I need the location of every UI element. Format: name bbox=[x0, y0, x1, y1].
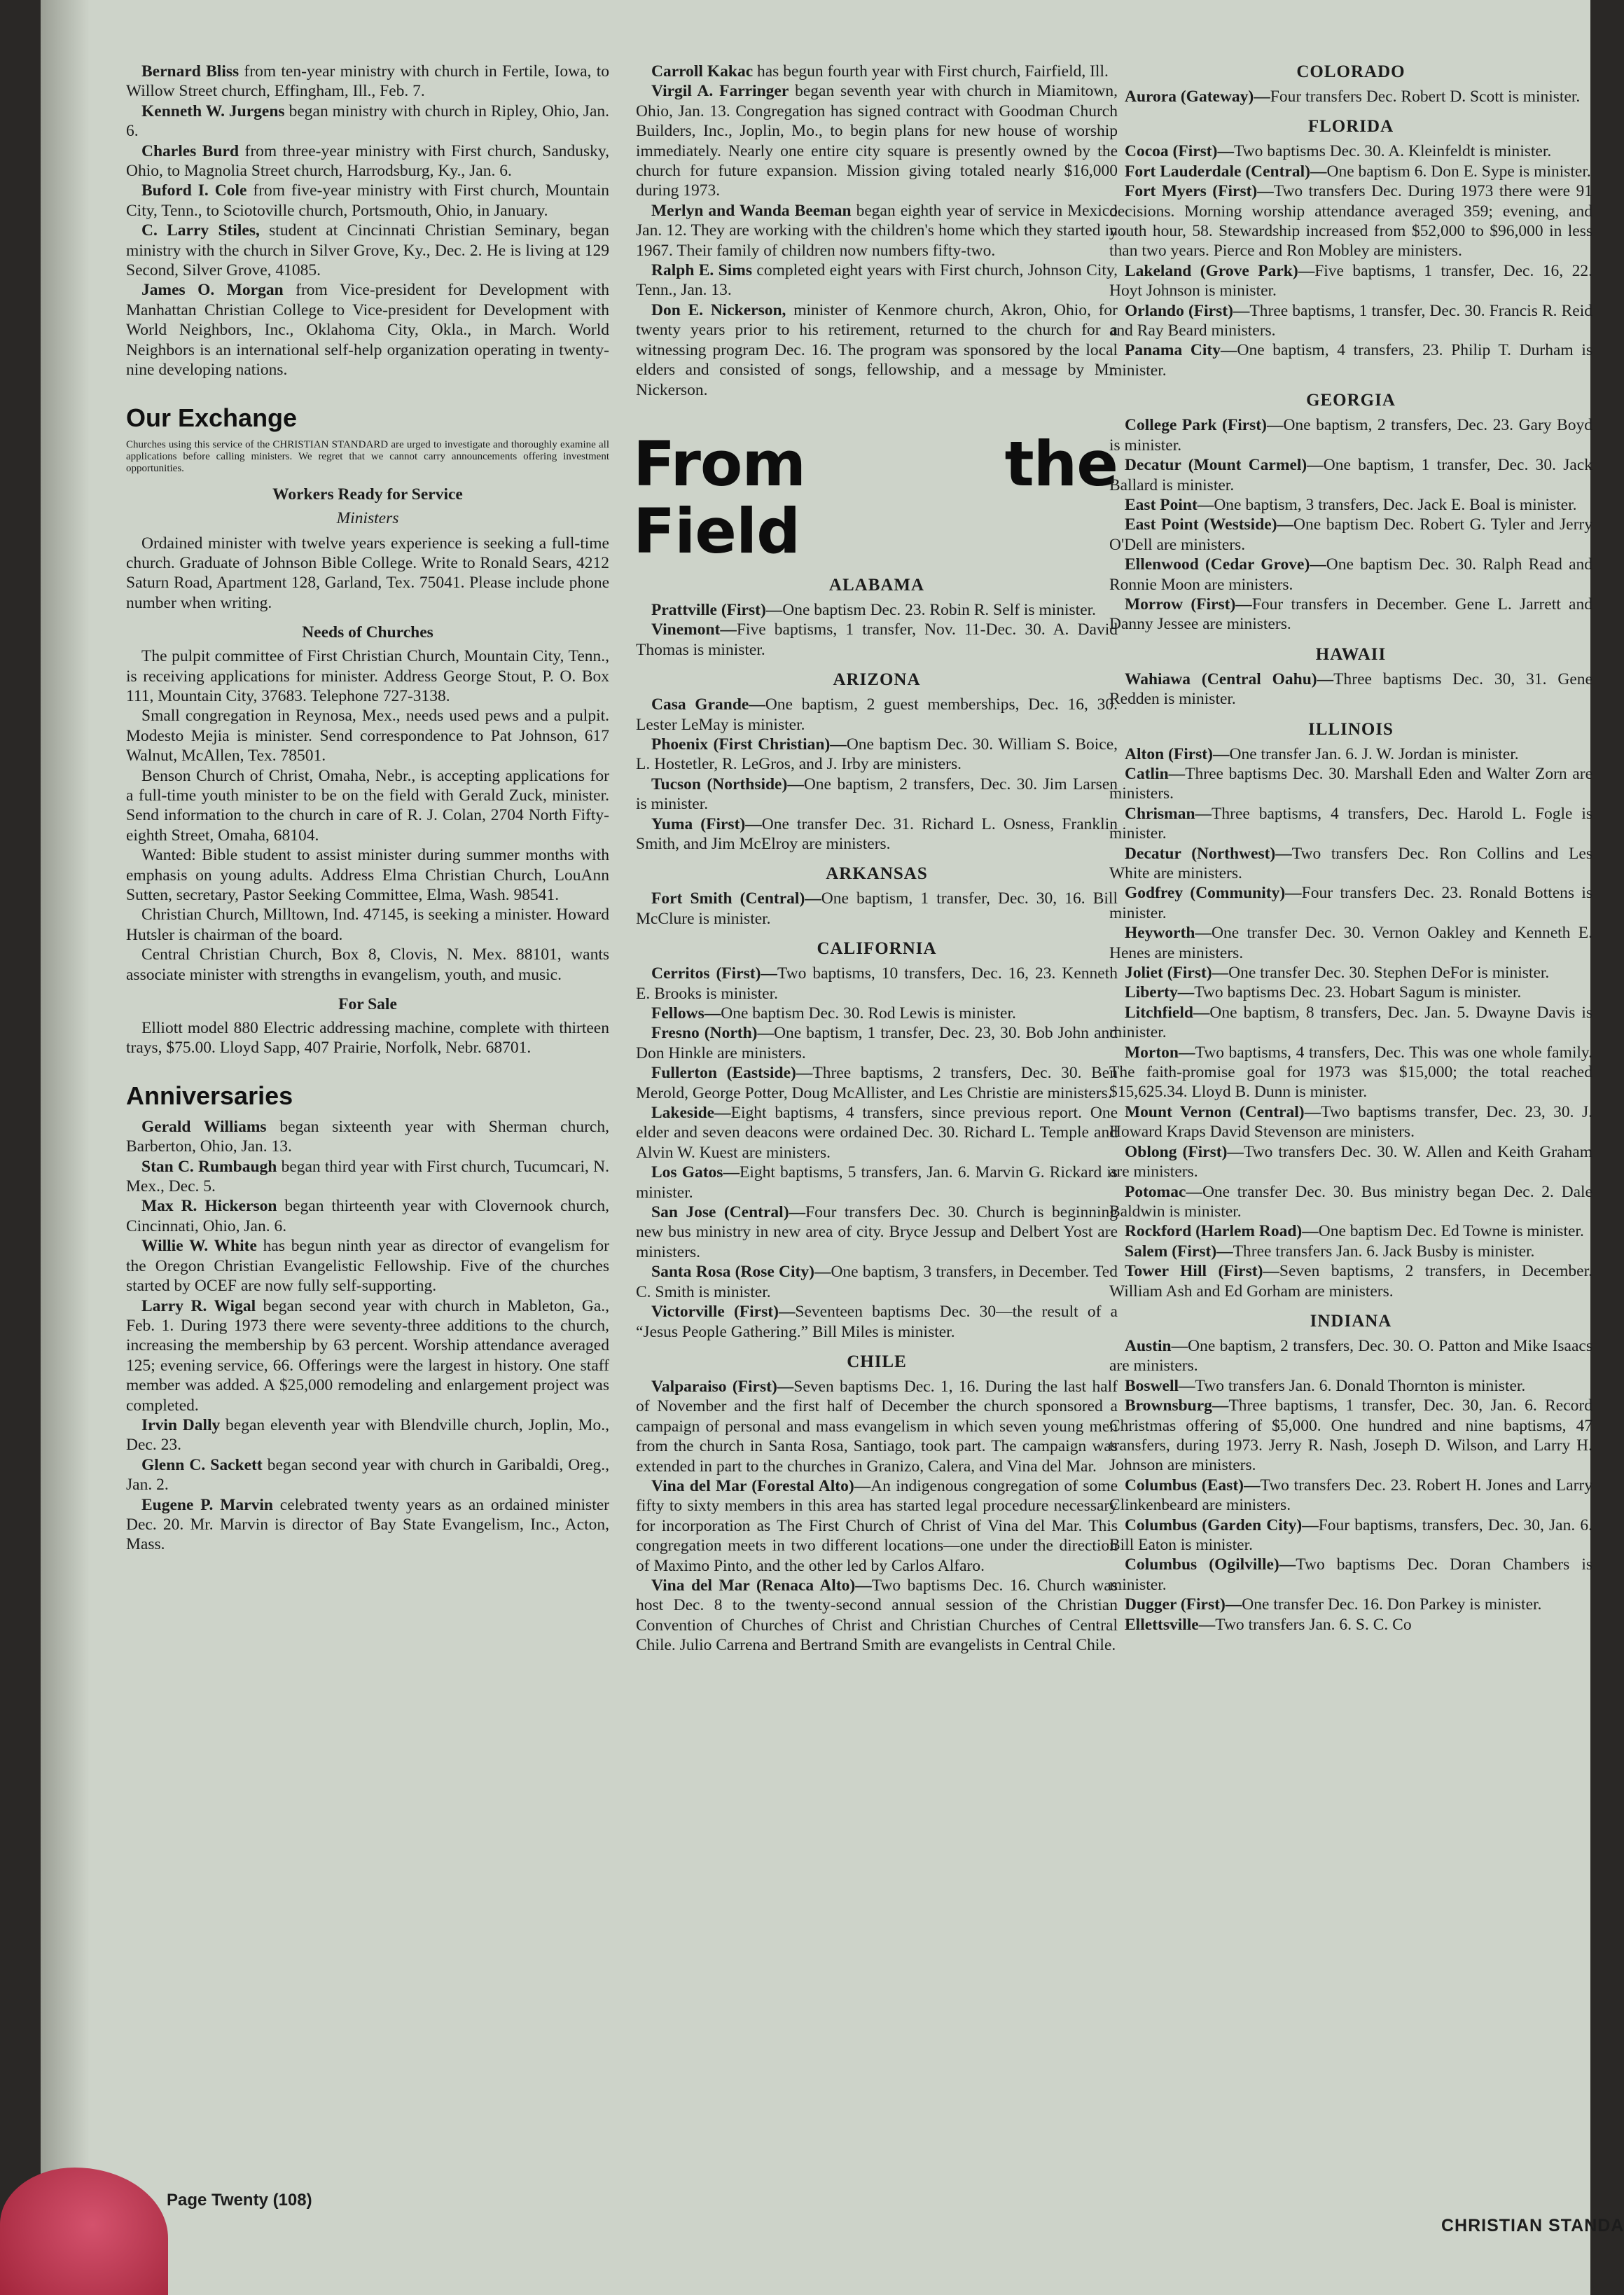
entry-text: Four transfers Dec. 30. Church is beginning new bus ministry in new area of city. Bryce Jessup and Delbert Yost are ministers. bbox=[636, 1203, 1118, 1261]
entry bbox=[126, 181, 609, 221]
entry-text: began third year with First church, Tucumcari, N. Mex., Dec. 5. bbox=[126, 1157, 610, 1196]
entry-lead: Oblong (First)— bbox=[1125, 1142, 1244, 1161]
running-title: CHRISTIAN STANDA bbox=[1441, 2216, 1624, 2235]
entry-text: One baptism, 2 guest memberships, Dec. 16, 30. Lester LeMay is minister. bbox=[636, 695, 1118, 734]
entry-lead: Irvin Dally bbox=[141, 1415, 221, 1434]
entry bbox=[636, 1377, 1118, 1476]
entry-text: One baptism 6. Don E. Sype is minister. bbox=[1326, 162, 1591, 181]
entry-text: Two baptisms, 10 transfers, Dec. 16, 23. Kenneth E. Brooks is minister. bbox=[636, 964, 1118, 1003]
state-heading: HAWAII bbox=[1315, 644, 1387, 664]
entry-text: Seven baptisms, 2 transfers, in December. William Ash and Ed Gorham are ministers. bbox=[1109, 1262, 1592, 1301]
entry bbox=[636, 81, 1118, 200]
entry-text: began seventh year with church in Miamitown, Ohio, Jan. 13. Congregation has signed contract with Goodman Church Builders, Inc., Joplin, Mo., to begin plans for new house of worship immediately. Nearly one entire city square is presently owned by the church for future expansion. Mission giving totaled nearly $16,000 during 1973. bbox=[636, 82, 1118, 200]
state-heading: ILLINOIS bbox=[1308, 719, 1394, 739]
entry bbox=[1109, 162, 1592, 181]
heading-for-sale: For Sale bbox=[338, 995, 397, 1014]
entry-text: One transfer Dec. 30. Vernon Oakley and Kenneth E. Henes are ministers. bbox=[1109, 924, 1592, 962]
entry bbox=[126, 102, 609, 141]
entry bbox=[1109, 744, 1592, 764]
entry-text: One transfer Dec. 30. Bus ministry began Dec. 2. Dale Baldwin is minister. bbox=[1109, 1182, 1592, 1221]
entry-text: began thirteenth year with Clovernook church, Cincinnati, Ohio, Jan. 6. bbox=[126, 1197, 609, 1235]
entry: Central Christian Church, Box 8, Clovis, N. Mex. 88101, wants associate minister with strengths in evangelism, youth, and music. bbox=[126, 945, 609, 984]
heading-needs: Needs of Churches bbox=[302, 623, 433, 642]
entry bbox=[126, 1296, 609, 1415]
entry-lead: Ellenwood (Cedar Grove)— bbox=[1125, 555, 1326, 574]
entry bbox=[1109, 141, 1592, 161]
entry-text: began ministry with church in Ripley, Ohio, Jan. 6. bbox=[126, 102, 609, 141]
entry-lead: Stan C. Rumbaugh bbox=[141, 1157, 277, 1176]
entry-text: minister of Kenmore church, Akron, Ohio, for twenty years prior to his retirement, returned to the church for a witnessing program Dec. 16. The program was sponsored by the local elders and consisted of songs, fellowship, and a message by Mr. Nickerson. bbox=[636, 300, 1118, 399]
entry bbox=[1109, 515, 1592, 555]
entry bbox=[126, 1455, 609, 1495]
entry bbox=[636, 1023, 1118, 1063]
entry-text: Eight baptisms, 4 transfers, since previous report. One elder and seven deacons were ordained Dec. 30. Richard L. Temple and Alvin W. Kuest are ministers. bbox=[636, 1104, 1118, 1162]
entry-lead: Aurora (Gateway)— bbox=[1125, 88, 1270, 106]
entry bbox=[1109, 764, 1592, 804]
entry bbox=[1109, 1516, 1592, 1555]
entry bbox=[1109, 595, 1592, 635]
entry-text: from Vice-president for Development with Manhattan Christian College to Vice-president for Development with World Neighbors, Inc., Oklahoma City, Okla., in March. World Neighbors is an international self-help organization operating in twenty-nine developing nations. bbox=[126, 281, 609, 380]
entry bbox=[636, 600, 1118, 620]
entry-lead: Columbus (East)— bbox=[1125, 1476, 1261, 1495]
entry-lead: Max R. Hickerson bbox=[141, 1197, 277, 1216]
entry-text: from ten-year ministry with church in Fertile, Iowa, to Willow Street church, Effingham, Ill., Feb. 7. bbox=[126, 62, 609, 101]
entry bbox=[126, 62, 609, 102]
entry-text: completed eight years with First church, Johnson City, Tenn., Jan. 13. bbox=[636, 261, 1118, 300]
entry bbox=[1109, 1376, 1592, 1396]
entry: Wanted: Bible student to assist minister during summer months with emphasis on young adults. Address Elma Christian Church, LouAnn Sutten, secretary, Pastor Seeking Committee, Elma, Wash. 98541. bbox=[126, 846, 609, 904]
entry-text: Seven baptisms Dec. 1, 16. During the last half of November and the first half of December the church sponsored a campaign of personal and mass evangelism in which seven young men from the church in Santa Rosa, Santiago, took part. The campaign was extended in part to the churches in Granizo, Calera, and Vina del Mar. bbox=[636, 1377, 1118, 1476]
entry-text: One baptism, 4 transfers, 23. Philip T. Durham is minister. bbox=[1109, 341, 1592, 380]
entry bbox=[1109, 301, 1592, 341]
entry bbox=[126, 280, 609, 380]
entry bbox=[636, 201, 1118, 261]
entry bbox=[1109, 340, 1592, 380]
entry-lead: Tucson (Northside)— bbox=[651, 775, 804, 793]
entry-lead: Glenn C. Sackett bbox=[141, 1455, 263, 1474]
entry bbox=[1109, 1615, 1592, 1635]
entry bbox=[636, 1302, 1118, 1342]
entry-lead: Panama City— bbox=[1125, 341, 1237, 360]
entry bbox=[636, 735, 1118, 775]
column-middle bbox=[633, 62, 1118, 1656]
entry-text: began sixteenth year with Sherman church, Barberton, Ohio, Jan. 13. bbox=[126, 1117, 609, 1156]
entry-text: One baptism, 2 transfers, Dec. 23. Gary Boyd is minister. bbox=[1109, 416, 1592, 455]
entry: Small congregation in Reynosa, Mex., needs used pews and a pulpit. Modesto Mejia is minister. Send correspondence to Pat Johnson, 617 Walnut, McAllen, Tex. 78501. bbox=[126, 707, 609, 765]
entry-lead: James O. Morgan bbox=[141, 281, 284, 300]
entry-lead: Ellettsville— bbox=[1125, 1615, 1216, 1634]
entry: Elliott model 880 Electric addressing machine, complete with thirteen trays, $75.00. Lloyd Sapp, 407 Prairie, Norfolk, Nebr. 68701. bbox=[126, 1019, 609, 1058]
entry bbox=[1109, 1336, 1592, 1376]
entry bbox=[1109, 983, 1592, 1002]
entry bbox=[1109, 1595, 1592, 1614]
entry-lead: Bernard Bliss bbox=[141, 62, 240, 81]
entry-text: One baptism, 3 transfers, in December. Ted C. Smith is minister. bbox=[636, 1263, 1118, 1301]
entry-lead: Decatur (Mount Carmel)— bbox=[1125, 456, 1324, 475]
entry-lead: Alton (First)— bbox=[1125, 744, 1230, 763]
entry-text: Two transfers Jan. 6. S. C. Co bbox=[1215, 1615, 1412, 1634]
entry-lead: Potomac— bbox=[1125, 1182, 1202, 1201]
entry bbox=[1109, 1102, 1592, 1142]
entry-text: Two baptisms Dec. 23. Hobart Sagum is minister. bbox=[1194, 983, 1522, 1002]
entry-lead: Heyworth— bbox=[1125, 924, 1212, 943]
entry bbox=[636, 62, 1118, 81]
entry bbox=[1109, 963, 1592, 983]
entry bbox=[1109, 87, 1592, 106]
entry-lead: Mount Vernon (Central)— bbox=[1125, 1102, 1321, 1121]
state-heading: CALIFORNIA bbox=[817, 939, 937, 959]
subheading-ministers: Ministers bbox=[336, 508, 399, 527]
entry bbox=[636, 695, 1118, 735]
entry-text: Two baptisms Dec. 16. Church was host Dec. 8 to the twenty-second annual session of the Christian Convention of Churches of Christ and Christian Churches of Central Chile. Julio Carrena and Bertrand Smith are evangelists in Central Chile. bbox=[636, 1576, 1118, 1655]
entry-text: One baptism Dec. 30. Ralph Read and Ronnie Moon are ministers. bbox=[1109, 555, 1592, 594]
entry-text: One baptism Dec. Robert G. Tyler and Jerry O'Dell are ministers. bbox=[1109, 515, 1592, 554]
entry-text: Eight baptisms, 5 transfers, Jan. 6. Marvin G. Rickard is minister. bbox=[636, 1163, 1118, 1202]
entry-lead: Ralph E. Sims bbox=[651, 261, 753, 280]
entry-text: from five-year ministry with First church, Mountain City, Tenn., to Sciotoville church, Portsmouth, Ohio, in January. bbox=[126, 181, 609, 220]
entry bbox=[1109, 1043, 1592, 1102]
entry-lead: Larry R. Wigal bbox=[141, 1296, 256, 1315]
entry-text: One baptism, 3 transfers, Dec. Jack E. Boal is minister. bbox=[1214, 495, 1577, 514]
entry-lead: Wahiawa (Central Oahu)— bbox=[1125, 670, 1334, 688]
entry-lead: Eugene P. Marvin bbox=[141, 1495, 273, 1514]
entry-text: One baptism Dec. 30. William S. Boice, L. Hostetler, R. LeGros, and J. Irby are ministers. bbox=[636, 735, 1118, 774]
entry-text: One transfer Dec. 30. Stephen DeFor is minister. bbox=[1228, 964, 1550, 983]
entry-text: Four transfers Dec. Robert D. Scott is minister. bbox=[1270, 88, 1581, 106]
entry-lead: Virgil A. Farringer bbox=[651, 82, 789, 101]
entry-text: has begun fourth year with First church, Fairfield, Ill. bbox=[753, 62, 1109, 81]
entry-text: One baptism Dec. 23. Robin R. Self is minister. bbox=[782, 600, 1097, 619]
entry-lead: Salem (First)— bbox=[1125, 1242, 1233, 1261]
entry-text: One transfer Jan. 6. J. W. Jordan is minister. bbox=[1229, 744, 1519, 763]
entry bbox=[1109, 1221, 1592, 1241]
entry-lead: Godfrey (Community)— bbox=[1125, 884, 1302, 903]
entry-lead: Columbus (Ogilville)— bbox=[1125, 1555, 1296, 1574]
entry-text: began second year with church in Garibaldi, Oreg., Jan. 2. bbox=[126, 1455, 609, 1495]
entry-lead: Prattville (First)— bbox=[651, 600, 783, 619]
entry-text: Seventeen baptisms Dec. 30—the result of a “Jesus People Gathering.” Bill Miles is minister. bbox=[636, 1303, 1118, 1341]
entry-lead: Morton— bbox=[1125, 1043, 1195, 1062]
magazine-page bbox=[41, 0, 1624, 2295]
entry bbox=[636, 1476, 1118, 1576]
entry bbox=[1109, 415, 1592, 455]
entry bbox=[1109, 1396, 1592, 1476]
entry-text: from three-year ministry with First church, Sandusky, Ohio, to Magnolia Street church, Harrodsburg, Ky., Jan. 6. bbox=[126, 141, 609, 181]
entry bbox=[636, 620, 1118, 660]
section-title-from-the-field: From the Field bbox=[633, 427, 1118, 567]
entry-text: Two baptisms Dec. Doran Chambers is minister. bbox=[1109, 1555, 1593, 1594]
entry-lead: Fresno (North)— bbox=[651, 1024, 774, 1043]
entry bbox=[1109, 1142, 1592, 1182]
entry-text: Four transfers in December. Gene L. Jarrett and Danny Jessee are ministers. bbox=[1109, 595, 1592, 634]
entry-lead: Boswell— bbox=[1125, 1376, 1195, 1395]
entry-text: celebrated twenty years as an ordained minister Dec. 20. Mr. Marvin is director of Bay State Evangelism, Inc., Acton, Mass. bbox=[126, 1495, 609, 1554]
entry bbox=[636, 261, 1118, 300]
entry bbox=[1109, 555, 1592, 595]
entry bbox=[1109, 455, 1592, 495]
entry-text: began second year with church in Mableton, Ga., Feb. 1. During 1973 there were seventy-three additions to the church, increasing the membership by 63 percent. Worship attendance averaged 125; evening service, 66. Offerings were the largest in history. One staff member was added. A $25,000 remodeling and enlargement project was completed. bbox=[126, 1296, 609, 1415]
entry bbox=[1109, 1182, 1592, 1222]
entry-lead: East Point (Westside)— bbox=[1125, 515, 1294, 534]
entry-lead: Fort Smith (Central)— bbox=[651, 889, 821, 908]
entry-lead: Buford I. Cole bbox=[141, 181, 247, 200]
entry-lead: Merlyn and Wanda Beeman bbox=[651, 201, 852, 220]
entry-text: One baptism, 2 transfers, Dec. 30. Jim Larsen is minister. bbox=[636, 775, 1118, 814]
entry-text: Three baptisms, 1 transfer, Dec. 30, Jan. 6. Record Christmas offering of $5,000. One hundred and nine baptisms, 47 transfers, during 1973. Jerry R. Nash, Joseph D. Wilson, and Larry H. Johnson are ministers. bbox=[1109, 1396, 1592, 1475]
entry-lead: Santa Rosa (Rose City)— bbox=[651, 1263, 831, 1282]
entry bbox=[126, 1495, 609, 1555]
entry-text: One baptism, 1 transfer, Dec. 30, 16. Bill McClure is minister. bbox=[636, 889, 1118, 928]
entry-text: One baptism, 1 transfer, Dec. 30. Jack Ballard is minister. bbox=[1109, 456, 1592, 494]
entry-lead: Lakeside— bbox=[651, 1104, 731, 1123]
column-left bbox=[126, 62, 609, 1555]
entry-lead: Vinemont— bbox=[651, 620, 737, 639]
state-heading: INDIANA bbox=[1310, 1311, 1392, 1331]
entry-lead: Catlin— bbox=[1125, 764, 1186, 783]
entry-lead: Kenneth W. Jurgens bbox=[141, 102, 285, 120]
state-heading: ARIZONA bbox=[833, 670, 921, 690]
entry bbox=[636, 1576, 1118, 1656]
entry-text: Five baptisms, 1 transfer, Dec. 16, 22. Hoyt Johnson is minister. bbox=[1109, 261, 1592, 300]
entry bbox=[126, 1236, 609, 1296]
entry bbox=[1109, 844, 1592, 884]
entry-text: One baptism, 8 transfers, Dec. Jan. 5. Dwayne Davis is minister. bbox=[1109, 1003, 1592, 1042]
entry-text: Three baptisms, 1 transfer, Dec. 30. Francis R. Reid and Ray Beard ministers. bbox=[1109, 301, 1592, 340]
entry-lead: Phoenix (First Christian)— bbox=[651, 735, 847, 754]
entry bbox=[1109, 804, 1592, 844]
entry bbox=[1109, 883, 1592, 923]
entry bbox=[1109, 495, 1592, 515]
entry bbox=[126, 221, 609, 280]
entry bbox=[636, 1163, 1118, 1202]
entry-lead: College Park (First)— bbox=[1125, 416, 1284, 435]
entry bbox=[1109, 181, 1592, 261]
entry bbox=[126, 1117, 609, 1157]
entry-lead: Willie W. White bbox=[141, 1237, 257, 1256]
entry-lead: Fort Lauderdale (Central)— bbox=[1125, 162, 1327, 181]
entry-text: Three baptisms, 2 transfers, Dec. 30. Ben Merold, George Potter, Doug McAllister, and Les Christie are ministers. bbox=[636, 1064, 1118, 1102]
entry-lead: Dugger (First)— bbox=[1125, 1595, 1242, 1614]
entry-text: Three baptisms Dec. 30, 31. Gene Redden is minister. bbox=[1109, 670, 1592, 709]
entry-lead: Brownsburg— bbox=[1125, 1396, 1229, 1415]
entry bbox=[1109, 261, 1592, 301]
entry-lead: Fellows— bbox=[651, 1004, 721, 1022]
column-right bbox=[1109, 62, 1592, 1635]
entry-lead: East Point— bbox=[1125, 495, 1214, 514]
entry bbox=[1109, 1003, 1592, 1043]
entry-lead: Tower Hill (First)— bbox=[1125, 1262, 1279, 1281]
entry-lead: Carroll Kakac bbox=[651, 62, 754, 81]
entry-text: Four transfers Dec. 23. Ronald Bottens is minister. bbox=[1109, 884, 1592, 922]
entry-lead: Rockford (Harlem Road)— bbox=[1125, 1222, 1319, 1241]
entry-lead: Austin— bbox=[1125, 1336, 1188, 1355]
entry-text: has begun ninth year as director of evangelism for the Oregon Christian Evangelistic Fellowship. Five of the churches started by OCEF are now fully self-supporting. bbox=[126, 1237, 609, 1296]
entry-text: Two transfers Jan. 6. Donald Thornton is minister. bbox=[1195, 1376, 1526, 1395]
entry: Ordained minister with twelve years experience is seeking a full-time church. Graduate of Johnson Bible College. Write to Ronald Sears, 4212 Saturn Road, Apartment 128, Garland, Tex. 75041. Please include phone number when writing. bbox=[126, 534, 609, 612]
entry bbox=[636, 1103, 1118, 1163]
entry-lead: Casa Grande— bbox=[651, 695, 765, 714]
entry-lead: Joliet (First)— bbox=[1125, 964, 1229, 983]
entry-lead: Don E. Nickerson, bbox=[651, 300, 786, 319]
entry-lead: Valparaiso (First)— bbox=[651, 1377, 794, 1396]
state-heading: ARKANSAS bbox=[826, 864, 928, 884]
entry-text: One baptism Dec. Ed Towne is minister. bbox=[1318, 1222, 1584, 1241]
section-title-anniversaries: Anniversaries bbox=[126, 1081, 293, 1110]
entry-text: Two transfers Dec. During 1973 there were 91 decisions. Morning worship attendance averaged 359; evening, and youth hour, 58. Stewardship increased from $52,000 to $96,000 in less than two years. Pierce and Ron Mobley are ministers. bbox=[1109, 182, 1593, 261]
state-heading: COLORADO bbox=[1296, 62, 1406, 81]
entry bbox=[1109, 1555, 1592, 1595]
state-heading: CHILE bbox=[847, 1352, 907, 1371]
entry-text: Two transfers Dec. 23. Robert H. Jones and Larry Clinkenbeard are ministers. bbox=[1109, 1476, 1592, 1515]
entry bbox=[1109, 1242, 1592, 1261]
entry bbox=[1109, 1476, 1592, 1516]
section-title-exchange: Our Exchange bbox=[126, 403, 298, 432]
entry bbox=[636, 775, 1118, 814]
entry-lead: Fort Myers (First)— bbox=[1125, 182, 1274, 201]
entry-lead: C. Larry Stiles, bbox=[141, 221, 260, 240]
entry: Benson Church of Christ, Omaha, Nebr., is accepting applications for a full-time youth minister to be on the field with Gerald Zuck, minister. Send information to the church in care of R. J. Colan, 2704 North Fifty-eighth Street, Omaha, 68104. bbox=[126, 766, 609, 845]
entry bbox=[636, 814, 1118, 854]
entry-lead: Chrisman— bbox=[1125, 804, 1212, 823]
entry bbox=[126, 1415, 609, 1455]
entry-text: One baptism, 1 transfer, Dec. 23, 30. Bob John and Don Hinkle are ministers. bbox=[636, 1024, 1118, 1062]
entry-lead: Vina del Mar (Renaca Alto)— bbox=[651, 1576, 872, 1595]
entry-text: One transfer Dec. 16. Don Parkey is minister. bbox=[1242, 1595, 1542, 1614]
entry-lead: Decatur (Northwest)— bbox=[1125, 844, 1292, 863]
entry-lead: Columbus (Garden City)— bbox=[1125, 1516, 1319, 1534]
entry-lead: Cocoa (First)— bbox=[1125, 142, 1234, 161]
entry-text: began eleventh year with Blendville church, Joplin, Mo., Dec. 23. bbox=[126, 1415, 609, 1455]
entry-text: Four baptisms, transfers, Dec. 30, Jan. 6. Bill Eaton is minister. bbox=[1109, 1516, 1592, 1554]
entry-lead: Fullerton (Eastside)— bbox=[651, 1064, 813, 1083]
entry-text: An indigenous congregation of some fifty to sixty members in this area has started legal procedure necessary for incorporation as The First Church of Christ of Vina del Mar. This congregation meets in two different locations—one under the direction of Maximo Pinto, and the other led by Carlos Alfaro. bbox=[636, 1476, 1118, 1575]
entry-text: began eighth year of service in Mexico Jan. 12. They are working with the children's home which they started in 1967. Their family of children now numbers fifty-two. bbox=[636, 201, 1118, 260]
entry-lead: Yuma (First)— bbox=[651, 814, 762, 833]
heading-workers: Workers Ready for Service bbox=[272, 485, 463, 504]
entry-text: Two baptisms, 4 transfers, Dec. This was one whole family. The faith-promise goal for 1973 was $15,000; the total reached $15,625.34. Lloyd B. Dunn is minister. bbox=[1109, 1043, 1592, 1102]
entry-lead: Cerritos (First)— bbox=[651, 964, 777, 983]
entry-lead: Gerald Williams bbox=[141, 1117, 267, 1136]
entry-lead: Victorville (First)— bbox=[651, 1303, 796, 1322]
entry-text: Two transfers Dec. 30. W. Allen and Keith Graham are ministers. bbox=[1109, 1142, 1592, 1181]
entry-lead: San Jose (Central)— bbox=[651, 1203, 806, 1222]
entry-text: Three transfers Jan. 6. Jack Busby is minister. bbox=[1233, 1242, 1535, 1261]
exchange-note: Churches using this service of the CHRISTIAN STANDARD are urged to investigate and thoroughly examine all applications before calling ministers. We regret that we cannot carry announcements offering investment opportunities. bbox=[126, 438, 609, 474]
entry-text: One baptism Dec. 30. Rod Lewis is minister. bbox=[721, 1004, 1016, 1022]
entry-text: Three baptisms Dec. 30. Marshall Eden and Walter Zorn are ministers. bbox=[1109, 764, 1592, 803]
entry-text: Five baptisms, 1 transfer, Nov. 11-Dec. 30. A. David Thomas is minister. bbox=[636, 620, 1118, 659]
entry-text: student at Cincinnati Christian Seminary, began ministry with the church in Silver Grove, Ky., Dec. 2. He is living at 129 Second, Silver Grove, 41085. bbox=[126, 221, 609, 280]
entry-text: Two transfers Dec. Ron Collins and Les White are ministers. bbox=[1109, 844, 1592, 882]
entry bbox=[636, 889, 1118, 929]
entry: Christian Church, Milltown, Ind. 47145, is seeking a minister. Howard Hutsler is chairman of the board. bbox=[126, 906, 609, 944]
entry bbox=[636, 964, 1118, 1004]
page-number: Page Twenty (108) bbox=[167, 2191, 312, 2210]
entry-lead: Lakeland (Grove Park)— bbox=[1125, 261, 1315, 280]
state-heading: GEORGIA bbox=[1306, 391, 1396, 410]
state-heading: FLORIDA bbox=[1307, 117, 1394, 137]
entry-text: One transfer Dec. 31. Richard L. Osness, Franklin Smith, and Jim McElroy are ministers. bbox=[636, 814, 1118, 853]
entry-lead: Morrow (First)— bbox=[1125, 595, 1252, 613]
entry bbox=[636, 1262, 1118, 1302]
state-heading: ALABAMA bbox=[828, 575, 925, 595]
entry bbox=[636, 1004, 1118, 1023]
entry-lead: Vina del Mar (Forestal Alto)— bbox=[651, 1476, 871, 1495]
entry bbox=[636, 300, 1118, 400]
entry-text: Two baptisms transfer, Dec. 23, 30. J. Howard Kraps David Stevenson are ministers. bbox=[1109, 1102, 1592, 1142]
entry bbox=[126, 141, 609, 181]
entry bbox=[636, 1202, 1118, 1262]
entry-text: Two baptisms Dec. 30. A. Kleinfeldt is minister. bbox=[1233, 142, 1552, 161]
entry-lead: Liberty— bbox=[1125, 983, 1195, 1002]
entry-lead: Charles Burd bbox=[141, 141, 240, 160]
entry bbox=[1109, 1261, 1592, 1301]
entry: The pulpit committee of First Christian Church, Mountain City, Tenn., is receiving applications for minister. Address George Stout, P. O. Box 111, Mountain City, 37683. Telephone 727-3138. bbox=[126, 647, 609, 705]
entry bbox=[126, 1157, 609, 1197]
entry bbox=[126, 1196, 609, 1236]
entry-lead: Orlando (First)— bbox=[1125, 301, 1250, 320]
entry bbox=[1109, 670, 1592, 709]
entry-lead: Los Gatos— bbox=[651, 1163, 740, 1182]
entry-text: One baptism, 2 transfers, Dec. 30. O. Patton and Mike Isaacs are ministers. bbox=[1109, 1336, 1592, 1375]
entry-text: Three baptisms, 4 transfers, Dec. Harold L. Fogle is minister. bbox=[1109, 804, 1592, 843]
entry bbox=[636, 1063, 1118, 1103]
entry-lead: Litchfield— bbox=[1125, 1003, 1210, 1022]
entry bbox=[1109, 923, 1592, 963]
